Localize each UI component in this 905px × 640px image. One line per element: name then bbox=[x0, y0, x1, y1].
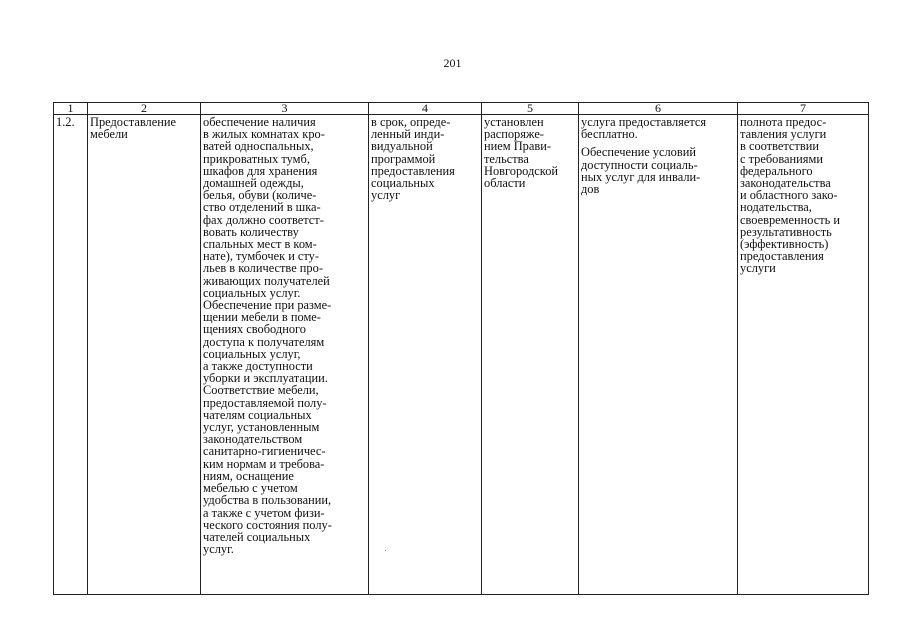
text-line: ческого состояния полу- bbox=[203, 517, 332, 532]
text-line: видуальной bbox=[371, 139, 433, 154]
text-line: в соответствии bbox=[740, 139, 819, 154]
header-col-3: 3 bbox=[201, 103, 369, 115]
text-line: спальных мест в ком- bbox=[203, 237, 317, 252]
text-line: предоставления bbox=[740, 249, 824, 264]
text-line: чателям социальных bbox=[203, 407, 312, 422]
text-line: фах должно соответст- bbox=[203, 212, 324, 227]
text-line: своевременность и bbox=[740, 212, 841, 227]
text-line: белья, обуви (количе- bbox=[203, 188, 317, 203]
page-number: 201 bbox=[443, 56, 462, 70]
text-line: полнота предос- bbox=[740, 115, 827, 129]
text-line: Обеспечение при разме- bbox=[203, 298, 332, 313]
text-line: уборки и эксплуатации. bbox=[203, 371, 328, 386]
cell-quality-indicators bbox=[738, 115, 869, 595]
text-line: результативность bbox=[740, 224, 832, 239]
header-col-6: 6 bbox=[579, 103, 738, 115]
text-line: льев в количестве про- bbox=[203, 261, 323, 276]
text-line: услуги bbox=[740, 261, 776, 276]
text-line: ство отделений в шка- bbox=[203, 200, 321, 215]
header-col-1: 1 bbox=[54, 103, 88, 115]
header-col-5: 5 bbox=[482, 103, 579, 115]
text-line: услуга предоставляется bbox=[581, 115, 707, 129]
text-line: предоставляемой полу- bbox=[203, 395, 327, 410]
text-line: а также доступности bbox=[203, 359, 313, 374]
text-line: нодательства, bbox=[740, 200, 812, 215]
text-line: мебели bbox=[90, 127, 128, 142]
cell-service-conditions bbox=[579, 115, 738, 595]
text-line: нием Прави- bbox=[484, 139, 551, 154]
text-line: Новгородской bbox=[484, 163, 559, 178]
text-line: социальных услуг, bbox=[203, 346, 301, 361]
text-line: услуг. bbox=[203, 542, 234, 557]
text-line: доступа к получателям bbox=[203, 334, 325, 349]
text-line: щениях свободного bbox=[203, 322, 306, 337]
text-line: ниям, оснащение bbox=[203, 468, 294, 483]
text-line: прикроватных тумб, bbox=[203, 151, 310, 166]
text-line: законодательства bbox=[740, 176, 831, 191]
text-line: нате), тумбочек и сту- bbox=[203, 249, 319, 264]
text-line: доступности социаль- bbox=[581, 157, 698, 172]
text-line: распоряже- bbox=[484, 127, 544, 142]
text-line: обеспечение наличия bbox=[203, 115, 316, 129]
cell-service-term bbox=[369, 115, 482, 595]
header-col-2: 2 bbox=[88, 103, 201, 115]
cell-service-name bbox=[88, 115, 201, 595]
text-line: социальных услуг. bbox=[203, 285, 301, 300]
text-line: мебелью с учетом bbox=[203, 481, 298, 496]
cell-service-cost bbox=[482, 115, 579, 595]
text-line: вовать количеству bbox=[203, 224, 299, 239]
text-line: федерального bbox=[740, 163, 813, 178]
text-line: Соответствие мебели, bbox=[203, 383, 319, 398]
text-line: установлен bbox=[484, 115, 544, 129]
text-line: (эффективность) bbox=[740, 237, 829, 252]
conditions-paragraph-1 bbox=[581, 116, 735, 140]
cell-service-description bbox=[201, 115, 369, 595]
text-line: и областного зако- bbox=[740, 188, 838, 203]
table-row bbox=[54, 115, 869, 595]
text-line: программой bbox=[371, 151, 436, 166]
text-line: предоставления bbox=[371, 163, 455, 178]
text-line: тельства bbox=[484, 151, 529, 166]
conditions-paragraph-2 bbox=[581, 146, 735, 195]
text-line: ватей односпальных, bbox=[203, 139, 314, 154]
text-line: щении мебели в поме- bbox=[203, 310, 321, 325]
text-line: ким нормам и требова- bbox=[203, 456, 325, 471]
text-line: с требованиями bbox=[740, 151, 823, 166]
text-line: Предоставление bbox=[90, 115, 176, 129]
text-line: в срок, опреде- bbox=[371, 115, 451, 129]
text-line: а также с учетом физи- bbox=[203, 505, 325, 520]
text-line: в жилых комнатах кро- bbox=[203, 127, 325, 142]
text-line: чателей социальных bbox=[203, 529, 311, 544]
text-line: удобства в пользовании, bbox=[203, 493, 332, 508]
services-table bbox=[53, 102, 869, 595]
text-line: ных услуг для инвали- bbox=[581, 169, 701, 184]
header-row bbox=[54, 103, 869, 115]
text-line: законодательством bbox=[203, 432, 303, 447]
text-line: тавления услуги bbox=[740, 127, 827, 142]
text-line: услуг, установленным bbox=[203, 420, 320, 435]
text-line: бесплатно. bbox=[581, 127, 638, 142]
text-line: 1.2. bbox=[56, 115, 75, 129]
cell-item-number bbox=[54, 115, 88, 595]
scan-speck bbox=[385, 550, 386, 551]
text-line: социальных bbox=[371, 176, 435, 191]
header-col-7: 7 bbox=[738, 103, 869, 115]
text-line: области bbox=[484, 176, 526, 191]
text-line: санитарно-гигиеничес- bbox=[203, 444, 326, 459]
text-line: домашней одежды, bbox=[203, 176, 304, 191]
text-line: услуг bbox=[371, 188, 401, 203]
text-line: живающих получателей bbox=[203, 273, 330, 288]
text-line: дов bbox=[581, 182, 600, 197]
text-line: Обеспечение условий bbox=[581, 145, 696, 160]
text-line: шкафов для хранения bbox=[203, 163, 318, 178]
text-line: ленный инди- bbox=[371, 127, 445, 142]
header-col-4: 4 bbox=[369, 103, 482, 115]
